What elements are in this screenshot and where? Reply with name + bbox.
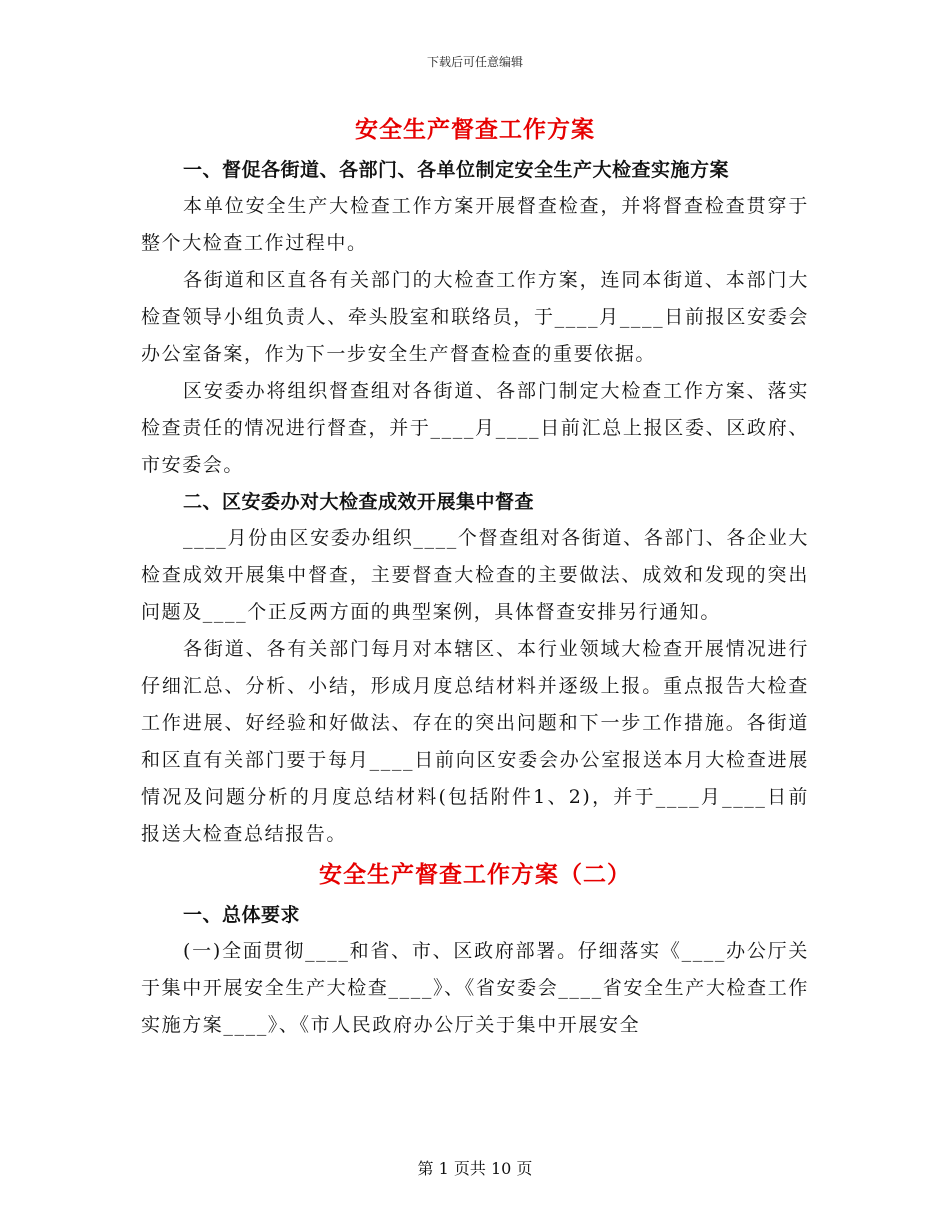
document-title: 安全生产督查工作方案	[355, 116, 595, 143]
page-footer: 第 1 页共 10 页	[417, 1159, 533, 1178]
document-title-2: 安全生产督查工作方案（二）	[319, 861, 631, 888]
document-body	[141, 112, 809, 1044]
paragraph: (一)全面贯彻____和省、市、区政府部署。仔细落实《____办公厅关于集中开展安全生产大检查____》、《省安委会____省安全生产大检查工作实施方案____》、《市人民政府办公厅关于集中开展安全	[141, 940, 809, 1036]
paragraph: 区安委办将组织督查组对各街道、各部门制定大检查工作方案、落实检查责任的情况进行督查，并于____月____日前汇总上报区委、区政府、市安委会。	[141, 380, 809, 476]
section-heading-2: 二、区安委办对大检查成效开展集中督查	[183, 491, 535, 513]
section-heading-1: 一、督促各街道、各部门、各单位制定安全生产大检查实施方案	[183, 159, 730, 181]
header-note: 下载后可任意编辑	[426, 55, 523, 69]
paragraph: 各街道和区直各有关部门的大检查工作方案，连同本街道、本部门大检查领导小组负责人、牵头股室和联络员，于____月____日前报区安委会办公室备案，作为下一步安全生产督查检查的重要依据。	[141, 269, 809, 365]
section-heading-3: 一、总体要求	[183, 904, 301, 926]
paragraph: 本单位安全生产大检查工作方案开展督查检查，并将督查检查贯穿于整个大检查工作过程中。	[141, 195, 809, 254]
paragraph: ____月份由区安委办组织____个督查组对各街道、各部门、各企业大检查成效开展集中督查，主要督查大检查的主要做法、成效和发现的突出问题及____个正反两方面的典型案例，具体督查安排另行通知。	[141, 527, 809, 623]
paragraph: 各街道、各有关部门每月对本辖区、本行业领域大检查开展情况进行仔细汇总、分析、小结，形成月度总结材料并逐级上报。重点报告大检查工作进展、好经验和好做法、存在的突出问题和下一步工作措施。各街道和区直有关部门要于每月____日前向区安委会办公室报送本月大检查进展情况及问题分析的月度总结材料(包括附件1、2)，并于____月____日前报送大检查总结报告。	[141, 638, 809, 845]
